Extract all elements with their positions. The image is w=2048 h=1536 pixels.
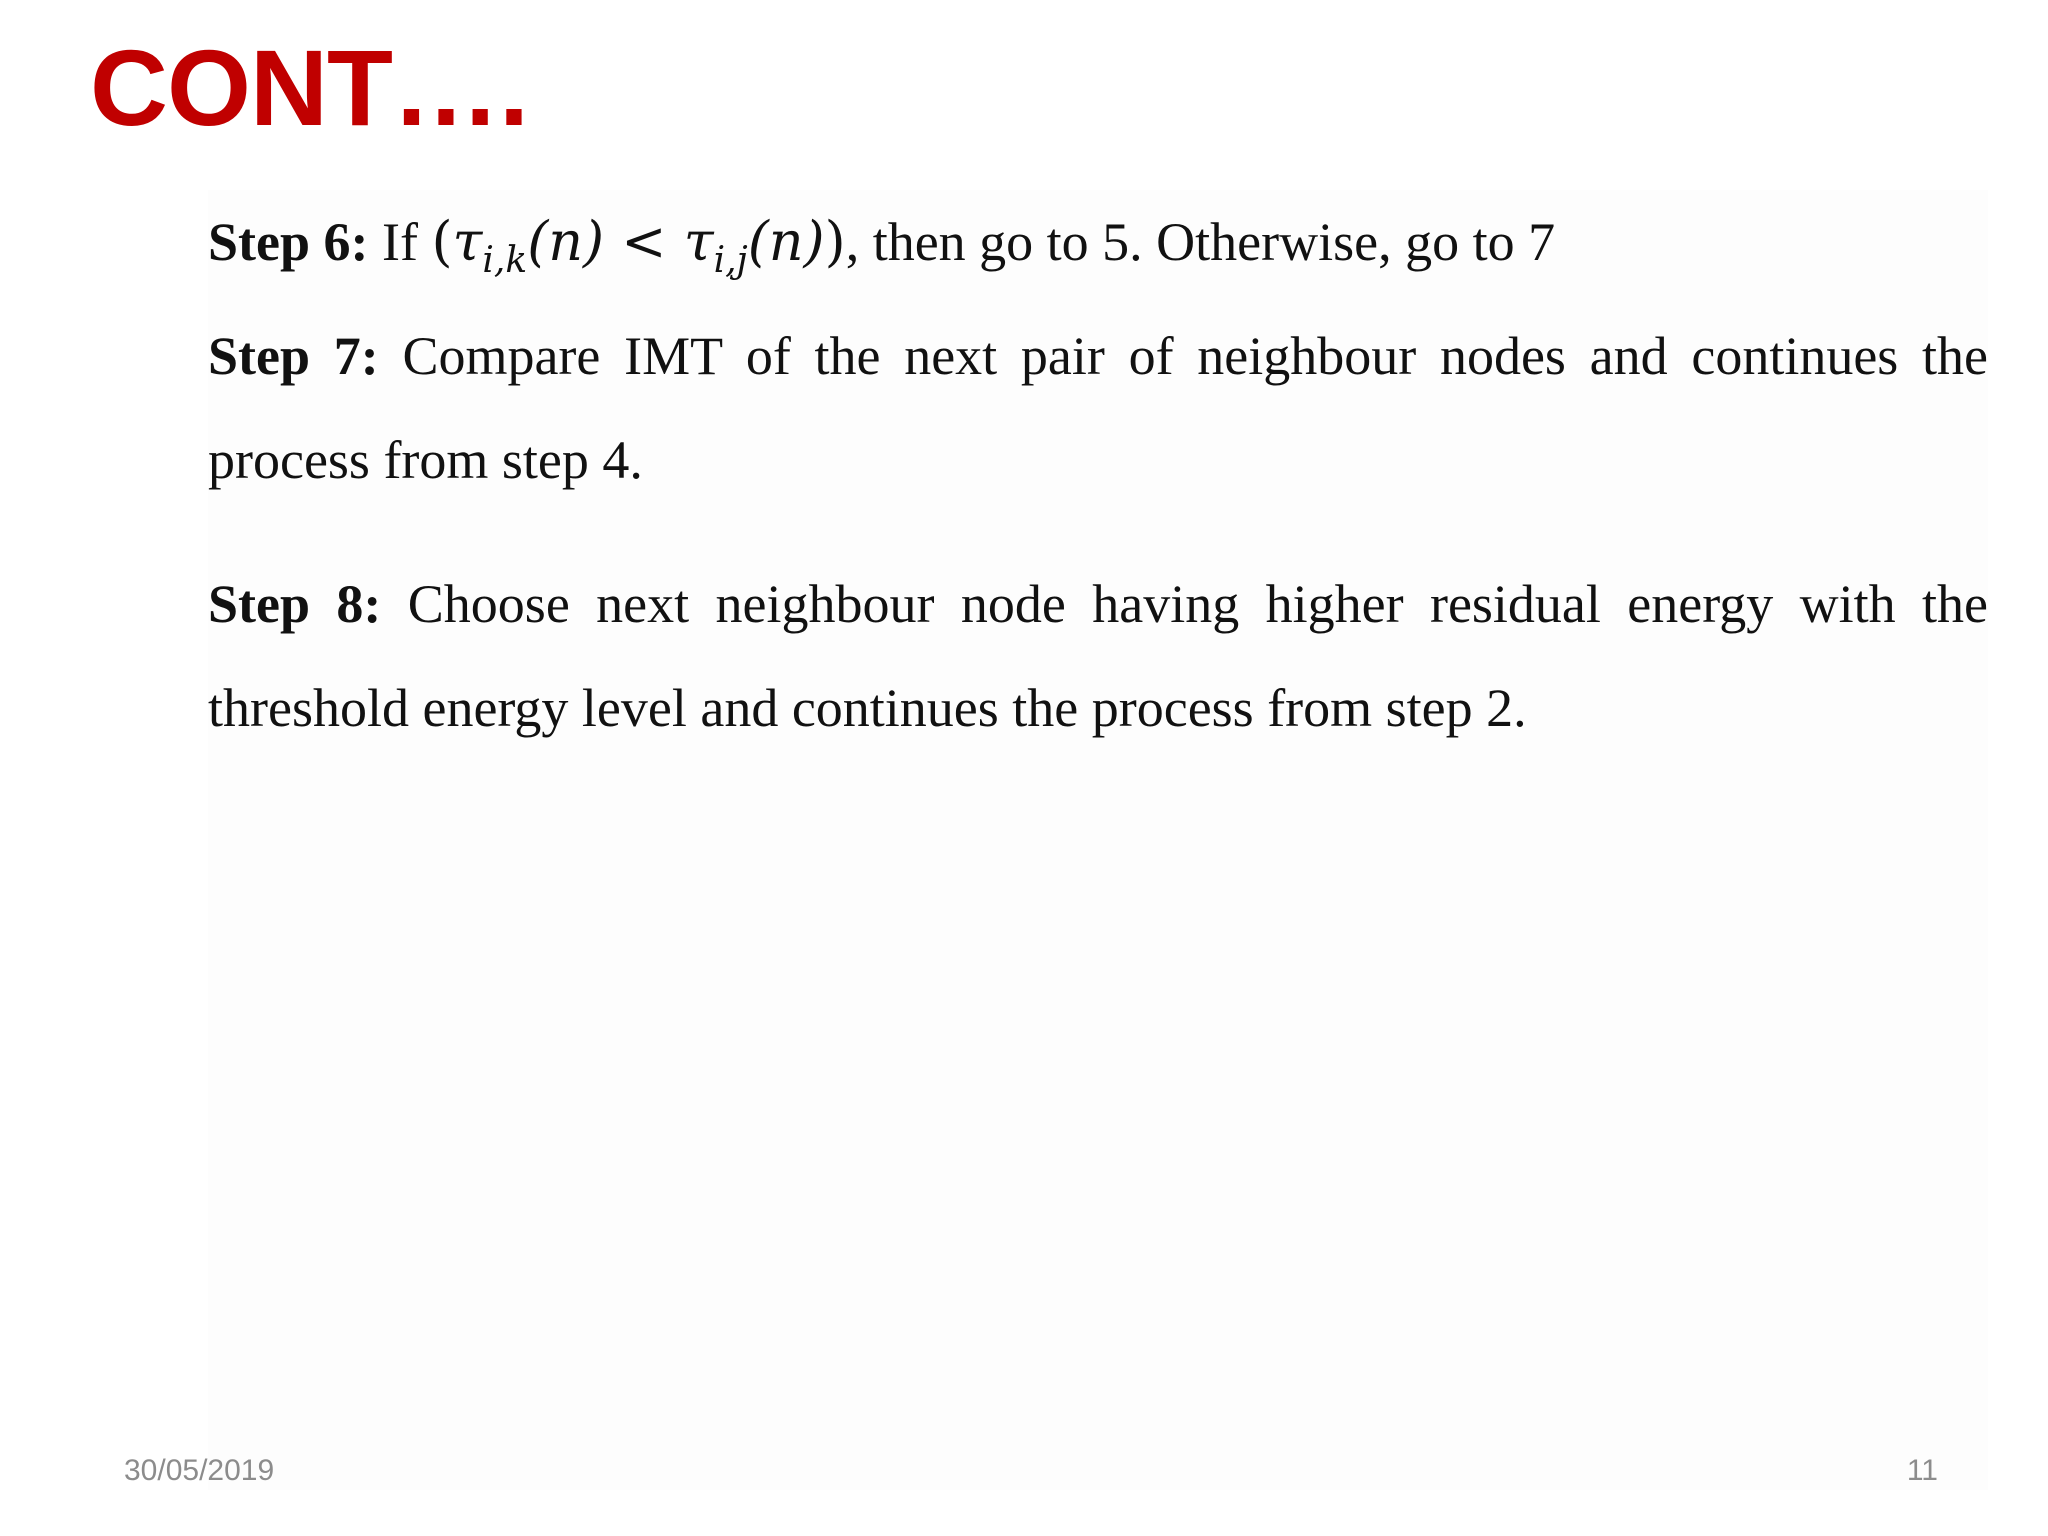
step-7-paragraph — [208, 304, 1988, 512]
step-7-label: Step 7: — [208, 326, 379, 386]
step-6-label: Step 6: — [208, 212, 369, 272]
step-6-text-before: If — [368, 212, 432, 272]
formula-open-paren: ( — [431, 210, 453, 273]
formula-subscript-2: i,j — [713, 240, 748, 281]
formula-tau-2: τ — [683, 210, 714, 273]
footer-page-number: 11 — [1906, 1454, 1938, 1487]
step-8-text: Choose next neighbour node having higher residual energy with the threshold energy level and continues the process from step 2. — [208, 574, 1988, 738]
slide-title: CONT…. — [90, 27, 528, 148]
formula-operator: < — [604, 210, 684, 273]
formula-argument-1: (n) — [527, 210, 605, 273]
slide-content — [208, 190, 1988, 1490]
step-8-label: Step 8: — [208, 574, 382, 634]
step-8-paragraph — [208, 552, 1988, 760]
footer-date: 30/05/2019 — [124, 1454, 275, 1487]
formula-argument-2: (n) — [747, 210, 825, 273]
formula-subscript-1: i,k — [482, 240, 528, 281]
step-6-text-after: , then go to 5. Otherwise, go to 7 — [845, 212, 1556, 272]
step-6-condition-formula — [431, 210, 846, 281]
formula-close-paren: ) — [824, 210, 846, 273]
formula-tau-1: τ — [452, 210, 483, 273]
step-6-paragraph — [208, 190, 1988, 294]
step-7-text: Compare IMT of the next pair of neighbour nodes and continues the process from step 4. — [208, 326, 1988, 490]
